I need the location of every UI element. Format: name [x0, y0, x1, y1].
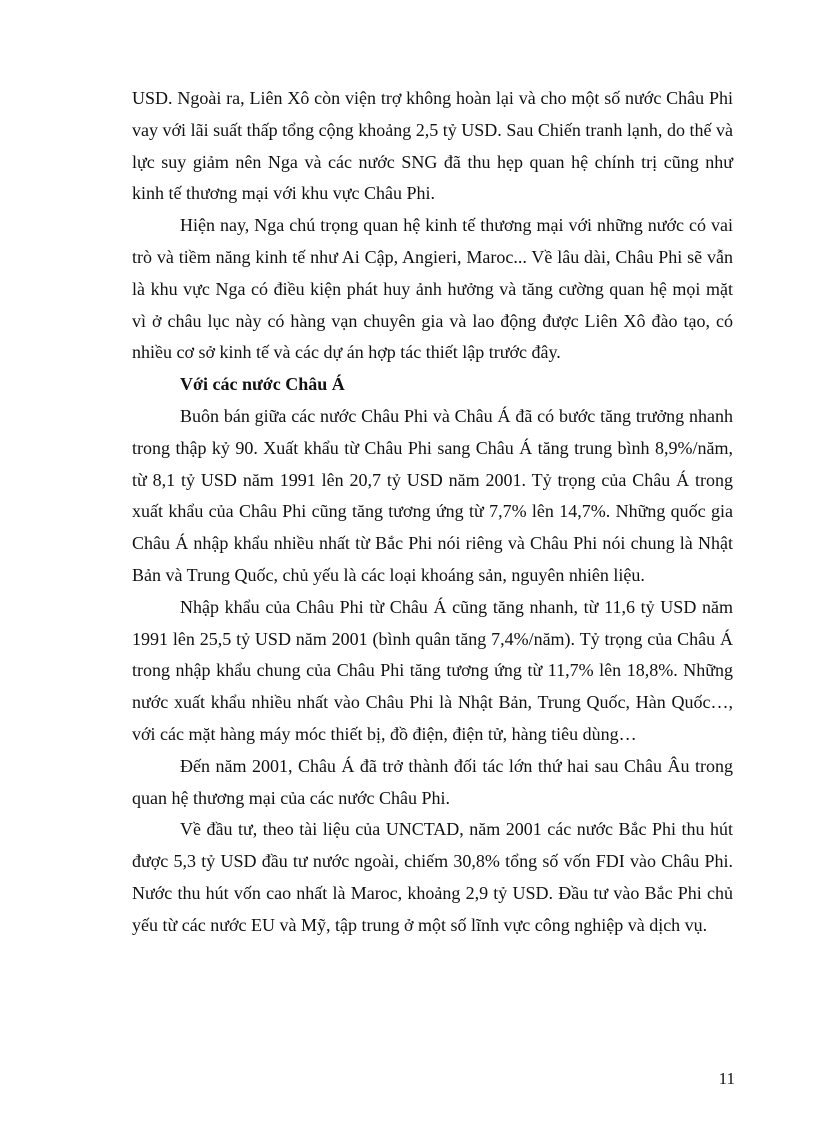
paragraph-continuation: USD. Ngoài ra, Liên Xô còn viện trợ không hoàn lại và cho một số nước Châu Phi vay với lãi suất thấp tổng cộng khoảng 2,5 tỷ USD. Sau Chiến tranh lạnh, do thế và lực suy giảm nên Nga và các nước SNG đã thu hẹp quan hệ chính trị cũng như kinh tế thương mại với khu vực Châu Phi. — [132, 88, 733, 204]
paragraph-asia-exports: Buôn bán giữa các nước Châu Phi và Châu Á đã có bước tăng trưởng nhanh trong thập kỷ 90. Xuất khẩu từ Châu Phi sang Châu Á tăng trung bình 8,9%/năm, từ 8,1 tỷ USD năm 1991 lên 20,7 tỷ USD năm 2001. Tỷ trọng của Châu Á trong xuất khẩu của Châu Phi cũng tăng tương ứng từ 7,7% lên 14,7%. Những quốc gia Châu Á nhập khẩu nhiều nhất từ Bắc Phi nói riêng và Châu Phi nói chung là Nhật Bản và Trung Quốc, chủ yếu là các loại khoáng sản, nguyên nhiên liệu. — [132, 405, 733, 585]
paragraph-investment: Về đầu tư, theo tài liệu của UNCTAD, năm 2001 các nước Bắc Phi thu hút được 5,3 tỷ USD đầu tư nước ngoài, chiếm 30,8% tổng số vốn FDI vào Châu Phi. Nước thu hút vốn cao nhất là Maroc, khoảng 2,9 tỷ USD. Đầu tư vào Bắc Phi chủ yếu từ các nước EU và Mỹ, tập trung ở một số lĩnh vực công nghiệp và dịch vụ. — [132, 819, 733, 935]
paragraph-asia-partner: Đến năm 2001, Châu Á đã trở thành đối tác lớn thứ hai sau Châu Âu trong quan hệ thương mại của các nước Châu Phi. — [132, 755, 733, 808]
paragraph-russia-relations: Hiện nay, Nga chú trọng quan hệ kinh tế thương mại với những nước có vai trò và tiềm năng kinh tế như Ai Cập, Angieri, Maroc... Về lâu dài, Châu Phi sẽ vẫn là khu vực Nga có điều kiện phát huy ảnh hưởng và tăng cường quan hệ mọi mặt vì ở châu lục này có hàng vạn chuyên gia và lao động được Liên Xô đào tạo, có nhiều cơ sở kinh tế và các dự án hợp tác thiết lập trước đây. — [132, 215, 733, 363]
page-number: 11 — [718, 1069, 735, 1088]
document-body — [132, 83, 733, 942]
section-heading-asia: Với các nước Châu Á — [180, 374, 345, 395]
paragraph-asia-imports: Nhập khẩu của Châu Phi từ Châu Á cũng tăng nhanh, từ 11,6 tỷ USD năm 1991 lên 25,5 tỷ USD năm 2001 (bình quân tăng 7,4%/năm). Tỷ trọng của Châu Á trong nhập khẩu chung của Châu Phi tăng tương ứng từ 11,7% lên 18,8%. Những nước xuất khẩu nhiều nhất vào Châu Phi là Nhật Bản, Trung Quốc, Hàn Quốc…, với các mặt hàng máy móc thiết bị, đồ điện, điện tử, hàng tiêu dùng… — [132, 596, 733, 744]
